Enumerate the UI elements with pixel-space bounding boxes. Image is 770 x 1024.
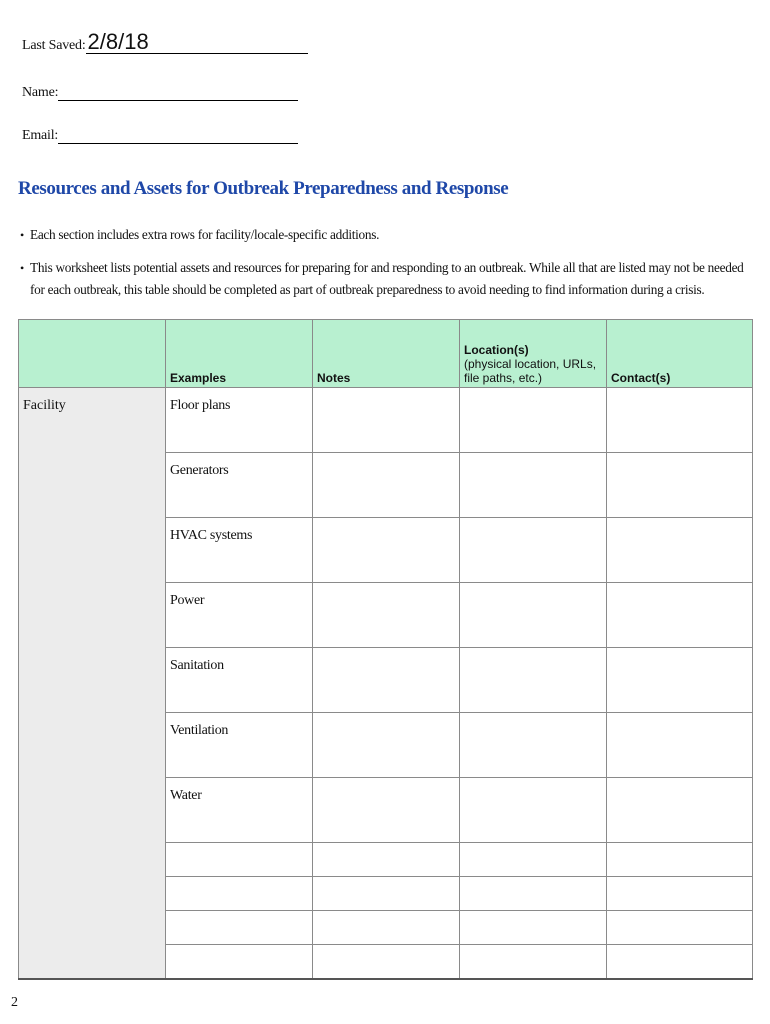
notes-cell[interactable] bbox=[313, 453, 460, 518]
contact-cell[interactable] bbox=[607, 778, 753, 843]
notes-cell[interactable] bbox=[313, 518, 460, 583]
last-saved-label: Last Saved: bbox=[22, 38, 86, 53]
example-cell: Water bbox=[166, 778, 313, 843]
location-cell[interactable] bbox=[460, 583, 607, 648]
contact-cell[interactable] bbox=[607, 518, 753, 583]
location-cell[interactable] bbox=[460, 518, 607, 583]
page-title: Resources and Assets for Outbreak Preparedness and Response bbox=[18, 178, 509, 199]
location-cell[interactable] bbox=[460, 843, 607, 877]
example-cell: Ventilation bbox=[166, 713, 313, 778]
notes-cell[interactable] bbox=[313, 843, 460, 877]
notes-cell[interactable] bbox=[313, 583, 460, 648]
contact-cell[interactable] bbox=[607, 648, 753, 713]
example-cell: Power bbox=[166, 583, 313, 648]
notes-cell[interactable] bbox=[313, 877, 460, 911]
location-cell[interactable] bbox=[460, 945, 607, 979]
header-location bbox=[460, 320, 607, 388]
location-cell[interactable] bbox=[460, 778, 607, 843]
notes-cell[interactable] bbox=[313, 713, 460, 778]
bullet-item: • Each section includes extra rows for facility/locale-specific additions. bbox=[20, 224, 750, 246]
location-cell[interactable] bbox=[460, 911, 607, 945]
bullet-item: • This worksheet lists potential assets and resources for preparing for and responding to an outbreak. While all that are listed may not be needed for each outbreak, this table should be completed as part of outbreak preparedness to avoid needing to find information during a crisis. bbox=[20, 257, 750, 301]
example-cell[interactable] bbox=[166, 843, 313, 877]
location-cell[interactable] bbox=[460, 877, 607, 911]
name-field bbox=[22, 83, 298, 101]
last-saved-value: 2/8/18 bbox=[87, 29, 149, 54]
notes-cell[interactable] bbox=[313, 648, 460, 713]
contact-cell[interactable] bbox=[607, 911, 753, 945]
table-header-row bbox=[19, 320, 753, 388]
example-cell[interactable] bbox=[166, 945, 313, 979]
notes-cell[interactable] bbox=[313, 945, 460, 979]
location-cell[interactable] bbox=[460, 388, 607, 453]
contact-cell[interactable] bbox=[607, 713, 753, 778]
table-row bbox=[19, 388, 753, 453]
location-cell[interactable] bbox=[460, 453, 607, 518]
example-cell[interactable] bbox=[166, 877, 313, 911]
header-location-title: Location(s) bbox=[464, 343, 529, 357]
header-location-sub: (physical location, URLs, file paths, etc.) bbox=[464, 357, 597, 385]
header-notes: Notes bbox=[313, 320, 460, 388]
last-saved-line[interactable] bbox=[86, 28, 308, 54]
name-label: Name: bbox=[22, 85, 59, 100]
email-label: Email: bbox=[22, 128, 59, 143]
location-cell[interactable] bbox=[460, 713, 607, 778]
example-cell: Floor plans bbox=[166, 388, 313, 453]
email-field bbox=[22, 126, 298, 144]
email-input-line[interactable] bbox=[58, 126, 298, 144]
contact-cell[interactable] bbox=[607, 843, 753, 877]
name-input-line[interactable] bbox=[58, 83, 298, 101]
example-cell: Generators bbox=[166, 453, 313, 518]
resources-table bbox=[18, 319, 753, 980]
notes-cell[interactable] bbox=[313, 388, 460, 453]
notes-cell[interactable] bbox=[313, 778, 460, 843]
header-contacts: Contact(s) bbox=[607, 320, 753, 388]
notes-cell[interactable] bbox=[313, 911, 460, 945]
contact-cell[interactable] bbox=[607, 583, 753, 648]
contact-cell[interactable] bbox=[607, 453, 753, 518]
category-cell-facility: Facility bbox=[19, 388, 166, 979]
last-saved-field bbox=[22, 28, 308, 54]
example-cell[interactable] bbox=[166, 911, 313, 945]
location-cell[interactable] bbox=[460, 648, 607, 713]
header-category bbox=[19, 320, 166, 388]
example-cell: Sanitation bbox=[166, 648, 313, 713]
contact-cell[interactable] bbox=[607, 877, 753, 911]
contact-cell[interactable] bbox=[607, 388, 753, 453]
example-cell: HVAC systems bbox=[166, 518, 313, 583]
page-number: 2 bbox=[11, 995, 18, 1010]
header-examples: Examples bbox=[166, 320, 313, 388]
contact-cell[interactable] bbox=[607, 945, 753, 979]
instruction-list bbox=[20, 224, 750, 312]
